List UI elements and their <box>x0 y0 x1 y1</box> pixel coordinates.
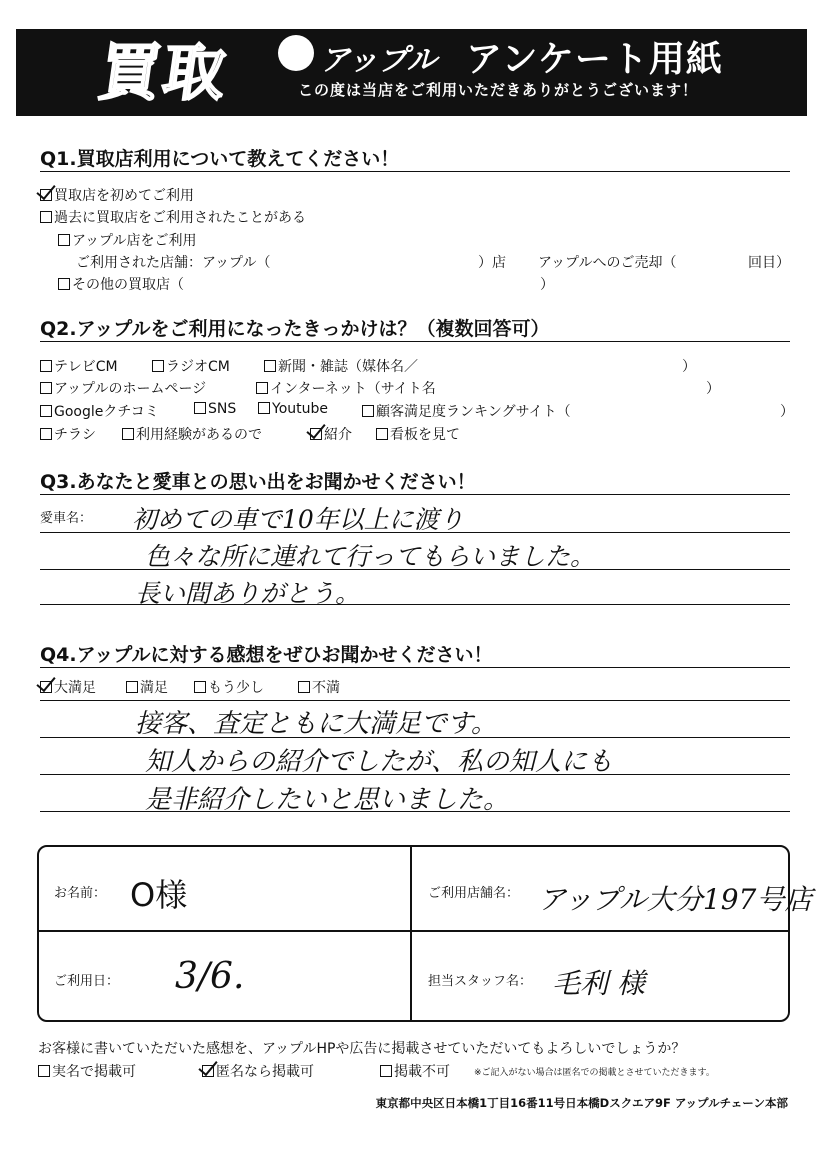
q1-other-close: ） <box>540 277 554 293</box>
q2-sns-label: SNS <box>208 401 237 417</box>
q2-home-label: アップルのホームページ <box>54 381 207 397</box>
q2-radio-label: ラジオCM <box>166 359 230 375</box>
q2-option-home[interactable] <box>40 378 206 398</box>
q4-option-more[interactable] <box>194 677 264 697</box>
consent-anonymous-checkbox[interactable] <box>202 1065 214 1077</box>
q2-sns-checkbox[interactable] <box>194 402 206 414</box>
q4-answer-line-0 <box>40 700 790 701</box>
q2-google-label: Googleクチコミ <box>54 404 159 420</box>
q2-option-referral[interactable] <box>310 424 352 444</box>
q2-flyer-label: チラシ <box>54 427 96 443</box>
q2-youtube-label: Youtube <box>272 401 328 417</box>
q2-ranking-checkbox[interactable] <box>362 405 374 417</box>
q1-rule <box>40 171 790 172</box>
q4-answer-text-3: 是非紹介したいと思いました。 <box>145 785 510 815</box>
form-title: アンケート用紙 <box>466 39 723 80</box>
q2-referral-checkbox[interactable] <box>310 428 322 440</box>
q2-tv-checkbox[interactable] <box>40 360 52 372</box>
q2-option-sns[interactable] <box>194 401 236 417</box>
q3-title: Q3.あなたと愛車との思い出をお聞かせください！ <box>40 471 476 493</box>
q2-tv-label: テレビCM <box>54 359 118 375</box>
thanks-message: この度は当店をご利用いただきありがとうございます！ <box>298 81 699 99</box>
q2-option-experience[interactable] <box>122 424 262 444</box>
q1-past-label: 過去に買取店をご利用されたことがある <box>54 210 306 226</box>
q1-sale-count-suffix: 回目） <box>748 255 790 271</box>
q1-option-apple[interactable] <box>58 230 196 250</box>
q1-store-line: ご利用された店舗：アップル（ <box>76 255 271 271</box>
q2-internet-label: インターネット（サイト名 <box>270 381 436 397</box>
q4-bad-checkbox[interactable] <box>298 681 310 693</box>
apple-logo-icon <box>278 35 314 71</box>
q1-apple-checkbox[interactable] <box>58 234 70 246</box>
q2-sign-checkbox[interactable] <box>376 428 388 440</box>
date-value[interactable]: 3/6. <box>175 956 245 997</box>
q3-answer-text-2: 色々な所に連れて行ってもらいました。 <box>145 542 596 571</box>
q4-option-bad[interactable] <box>298 677 340 697</box>
q2-option-sign[interactable] <box>376 424 460 444</box>
q2-option-news[interactable] <box>264 356 418 376</box>
consent-question: お客様に書いていただいた感想を、アップルHPや広告に掲載させていただいてもよろしいでしょうか？ <box>38 1041 686 1057</box>
q4-answer-text-2: 知人からの紹介でしたが、私の知人にも <box>145 747 614 777</box>
q3-rule <box>40 494 790 495</box>
q2-news-label: 新聞・雑誌（媒体名／ <box>278 359 418 375</box>
q2-option-youtube[interactable] <box>258 401 328 417</box>
car-name-label: 愛車名： <box>40 511 93 526</box>
consent-option-anonymous[interactable] <box>202 1061 314 1081</box>
q4-good-checkbox[interactable] <box>126 681 138 693</box>
q1-title: Q1.買取店利用について教えてください！ <box>40 148 400 170</box>
brand-name: アップル <box>320 43 437 78</box>
q2-experience-checkbox[interactable] <box>122 428 134 440</box>
consent-note: ※ご記入がない場合は匿名での掲載とさせていただきます。 <box>474 1068 715 1078</box>
name-label: お名前： <box>54 886 107 901</box>
date-label: ご利用日： <box>54 974 120 989</box>
q1-option-past[interactable] <box>40 207 306 227</box>
q2-referral-label: 紹介 <box>324 427 352 443</box>
q2-news-checkbox[interactable] <box>264 360 276 372</box>
q2-experience-label: 利用経験があるので <box>136 427 262 443</box>
q1-first-checkbox[interactable] <box>40 189 52 201</box>
store-label: ご利用店舗名： <box>428 886 520 901</box>
q2-internet-close: ） <box>706 381 720 397</box>
staff-value[interactable]: 毛利 様 <box>552 967 645 1000</box>
q2-option-flyer[interactable] <box>40 424 96 444</box>
q1-sale-count-label: アップルへのご売却（ <box>538 255 677 271</box>
q2-ranking-label: 顧客満足度ランキングサイト（ <box>376 404 571 420</box>
q1-other-label: その他の買取店（ <box>72 277 184 293</box>
q4-great-label: 大満足 <box>54 680 96 696</box>
info-box-horizontal-divider <box>37 930 788 932</box>
q1-past-checkbox[interactable] <box>40 211 52 223</box>
q2-home-checkbox[interactable] <box>40 382 52 394</box>
q2-youtube-checkbox[interactable] <box>258 402 270 414</box>
q2-sign-label: 看板を見て <box>390 427 460 443</box>
consent-option-no[interactable] <box>380 1061 450 1081</box>
q2-internet-checkbox[interactable] <box>256 382 268 394</box>
header-banner <box>16 29 807 116</box>
q2-rule <box>40 341 790 342</box>
q1-other-checkbox[interactable] <box>58 278 70 290</box>
footer-address: 東京都中央区日本橋1丁目16番11号日本橋Dスクエア9F アップルチェーン本部 <box>375 1096 788 1110</box>
q3-answer-text-1: 初めての車で10年以上に渡り <box>132 505 464 534</box>
q4-title: Q4.アップルに対する感想をぜひお聞かせください！ <box>40 644 493 666</box>
q2-option-ranking[interactable] <box>362 401 571 421</box>
q4-answer-text-1: 接客、査定ともに大満足です。 <box>135 709 497 739</box>
info-box-vertical-divider <box>410 845 412 1020</box>
q1-first-label: 買取店を初めてご利用 <box>54 188 194 204</box>
consent-real-name-checkbox[interactable] <box>38 1065 50 1077</box>
q2-option-google[interactable] <box>40 401 159 421</box>
q3-answer-text-3: 長い間ありがとう。 <box>135 579 361 608</box>
q2-option-tv[interactable] <box>40 356 118 376</box>
q2-title: Q2.アップルをご利用になったきっかけは？（複数回答可） <box>40 318 550 340</box>
consent-anonymous-label: 匿名なら掲載可 <box>216 1064 314 1080</box>
consent-option-real-name[interactable] <box>38 1061 136 1081</box>
q4-good-label: 満足 <box>140 680 168 696</box>
consent-no-label: 掲載不可 <box>394 1064 450 1080</box>
q1-apple-label: アップル店をご利用 <box>72 233 197 249</box>
q4-option-great[interactable] <box>40 677 96 697</box>
q2-news-close: ） <box>682 359 696 375</box>
q4-more-label: もう少し <box>208 680 264 696</box>
q1-store-suffix: ）店 <box>478 255 506 271</box>
q2-option-internet[interactable] <box>256 378 436 398</box>
name-value[interactable]: O様 <box>130 876 188 914</box>
q4-great-checkbox[interactable] <box>40 681 52 693</box>
q2-flyer-checkbox[interactable] <box>40 428 52 440</box>
kaitori-logo-text: 買取 <box>94 36 233 109</box>
q4-bad-label: 不満 <box>312 680 340 696</box>
q4-more-checkbox[interactable] <box>194 681 206 693</box>
staff-label: 担当スタッフ名： <box>428 974 533 989</box>
q2-radio-checkbox[interactable] <box>152 360 164 372</box>
q1-option-first[interactable] <box>40 185 194 205</box>
q4-rule <box>40 667 790 668</box>
q4-option-good[interactable] <box>126 677 168 697</box>
q1-option-other[interactable] <box>58 274 184 294</box>
q2-google-checkbox[interactable] <box>40 405 52 417</box>
q2-option-radio[interactable] <box>152 356 230 376</box>
consent-real-name-label: 実名で掲載可 <box>52 1064 136 1080</box>
q2-ranking-close: ） <box>780 404 794 420</box>
consent-no-checkbox[interactable] <box>380 1065 392 1077</box>
store-value[interactable]: アップル大分197号店 <box>538 883 813 916</box>
